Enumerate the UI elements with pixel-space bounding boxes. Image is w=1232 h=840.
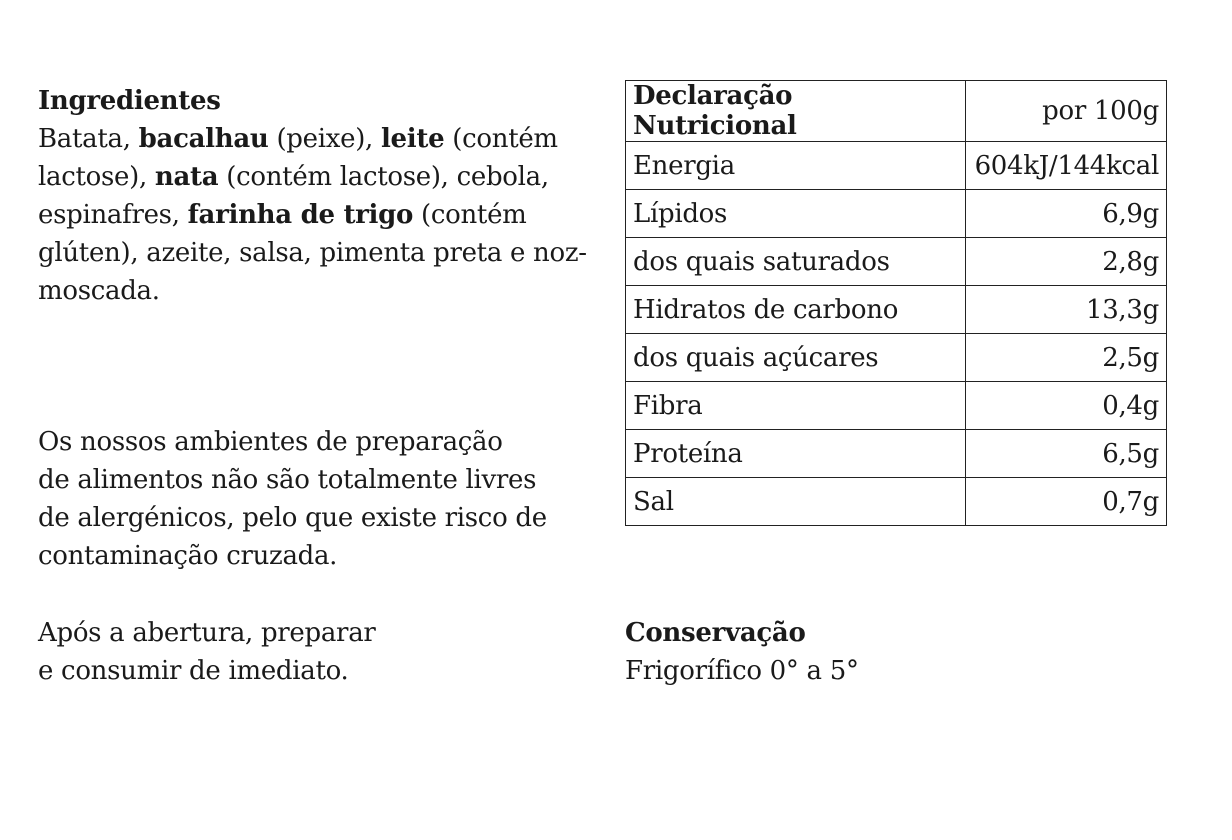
nutrient-label: dos quais saturados bbox=[626, 238, 966, 286]
nutrient-value: 6,5g bbox=[966, 430, 1167, 478]
ingredients-section bbox=[38, 82, 598, 310]
allergen-notice-line: de alergénicos, pelo que existe risco de bbox=[38, 503, 547, 533]
nutrition-header-label: Declaração Nutricional bbox=[626, 81, 966, 142]
nutrient-label: Lípidos bbox=[626, 190, 966, 238]
nutrient-label: Fibra bbox=[626, 382, 966, 430]
nutrient-value: 2,8g bbox=[966, 238, 1167, 286]
opening-notice bbox=[38, 614, 598, 690]
allergen-bacalhau: bacalhau bbox=[138, 124, 269, 154]
nutrient-value: 0,7g bbox=[966, 478, 1167, 526]
nutrition-header-per: por 100g bbox=[966, 81, 1167, 142]
allergen-notice-line: de alimentos não são totalmente livres bbox=[38, 465, 537, 495]
allergen-notice-line: Os nossos ambientes de preparação bbox=[38, 427, 503, 457]
nutrient-label: dos quais açúcares bbox=[626, 334, 966, 382]
ingredients-text: Batata, bacalhau (peixe), leite (contém lactose), nata (contém lactose), cebola, espinafres, farinha de trigo (contém glúten), azeite, salsa, pimenta preta e noz-moscada. bbox=[38, 124, 587, 306]
allergen-notice bbox=[38, 423, 598, 575]
nutrient-label: Energia bbox=[626, 142, 966, 190]
allergen-nata: nata bbox=[154, 162, 219, 192]
nutrition-row-fibra bbox=[626, 382, 1167, 430]
nutrition-row-sal bbox=[626, 478, 1167, 526]
nutrition-row-saturados bbox=[626, 238, 1167, 286]
opening-notice-line: e consumir de imediato. bbox=[38, 656, 349, 686]
nutrition-row-hidratos bbox=[626, 286, 1167, 334]
nutrient-value: 604kJ/144kcal bbox=[966, 142, 1167, 190]
conservation-text: Frigorífico 0° a 5° bbox=[625, 656, 859, 686]
nutrient-value: 0,4g bbox=[966, 382, 1167, 430]
nutrient-value: 13,3g bbox=[966, 286, 1167, 334]
allergen-leite: leite bbox=[380, 124, 445, 154]
nutrient-label: Sal bbox=[626, 478, 966, 526]
nutrient-label: Proteína bbox=[626, 430, 966, 478]
nutrient-value: 2,5g bbox=[966, 334, 1167, 382]
allergen-farinha-de-trigo: farinha de trigo bbox=[187, 200, 414, 230]
conservation-section bbox=[625, 614, 1165, 690]
nutrition-table bbox=[625, 80, 1167, 526]
nutrition-row-energia bbox=[626, 142, 1167, 190]
conservation-heading: Conservação bbox=[625, 618, 806, 648]
opening-notice-line: Após a abertura, preparar bbox=[38, 618, 376, 648]
nutrition-header-row bbox=[626, 81, 1167, 142]
nutrition-row-proteina bbox=[626, 430, 1167, 478]
nutrition-row-acucares bbox=[626, 334, 1167, 382]
ingredients-heading: Ingredientes bbox=[38, 86, 221, 116]
nutrition-row-lipidos bbox=[626, 190, 1167, 238]
allergen-notice-line: contaminação cruzada. bbox=[38, 541, 338, 571]
nutrient-label: Hidratos de carbono bbox=[626, 286, 966, 334]
nutrient-value: 6,9g bbox=[966, 190, 1167, 238]
